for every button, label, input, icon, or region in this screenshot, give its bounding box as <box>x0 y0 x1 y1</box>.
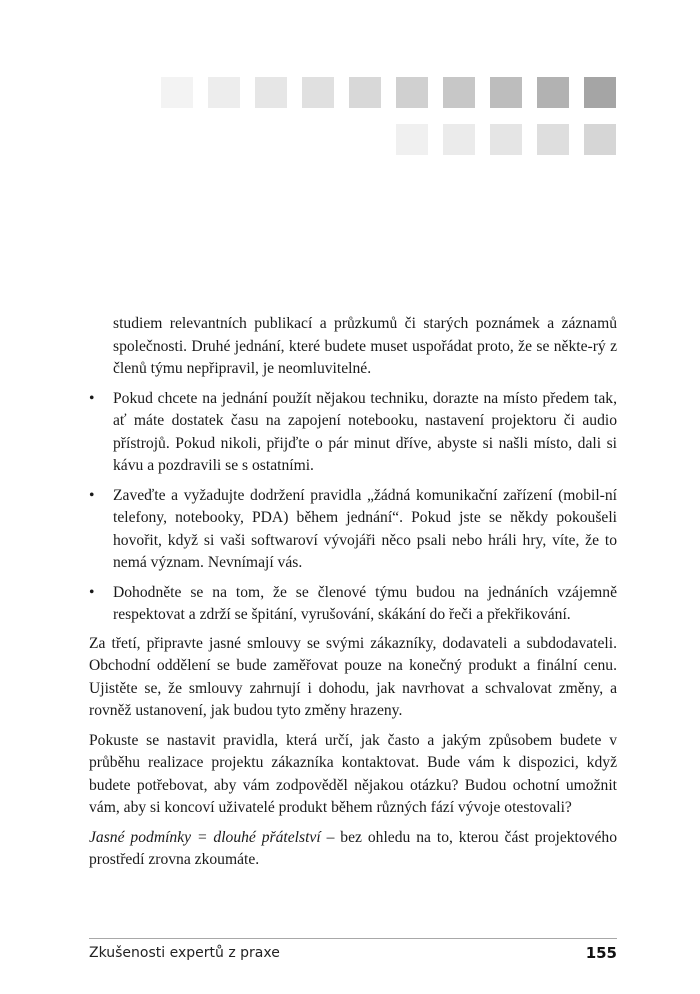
bullet-list <box>89 388 617 627</box>
bullet-icon: • <box>89 583 95 601</box>
deco-square <box>537 77 569 108</box>
deco-square <box>396 77 428 108</box>
deco-square <box>443 77 475 108</box>
footer-divider <box>89 938 617 939</box>
closing-paragraph <box>89 827 617 872</box>
deco-square <box>490 124 522 155</box>
list-item <box>89 485 617 575</box>
list-item-text: Pokud chcete na jednání použít nějakou techniku, dorazte na místo předem tak, ať máte dostatek času na zapojení notebooku, nastavení projektoru či audio přístrojů. Pokud nikoli, přijďte o pár minut dříve, abyste si našli místo, dali si kávu a pozdravili se s ostatními. <box>113 389 617 474</box>
closing-italic: Jasné podmínky = dlouhé přátelství <box>89 828 321 846</box>
deco-square <box>302 77 334 108</box>
deco-square <box>490 77 522 108</box>
list-item-text: Dohodněte se na tom, že se členové týmu budou na jednáních vzájemně respektovat a zdrží se špitání, vyrušování, skákání do řeči a překřikování. <box>113 583 617 623</box>
footer-title: Zkušenosti expertů z praxe <box>89 945 280 961</box>
deco-square <box>255 77 287 108</box>
deco-square <box>443 124 475 155</box>
list-item-text: Zaveďte a vyžadujte dodržení pravidla „žádná komunikační zařízení (mobil-ní telefony, notebooky, PDA) během jednání“. Pokud jste se někdy pokoušeli hovořit, když si vaši softwaroví vývojáři něco psali nebo hráli hry, víte, že to nemá význam. Nevnímají vás. <box>113 486 617 571</box>
deco-square <box>349 77 381 108</box>
list-item <box>89 582 617 627</box>
deco-square <box>537 124 569 155</box>
list-item <box>89 388 617 478</box>
deco-square <box>584 124 616 155</box>
decorative-squares <box>0 0 700 170</box>
body-paragraph: Pokuste se nastavit pravidla, která určí, jak často a jakým způsobem budete v průběhu realizace projektu zákazníka kontaktovat. Bude vám k dispozici, když budete potřebovat, aby vám zodpověděl nějakou otázku? Budou ochotní umožnit vám, aby si koncoví uživatelé produkt během různých fází vývoje otestovali? <box>89 731 617 816</box>
deco-square <box>584 77 616 108</box>
deco-square <box>208 77 240 108</box>
bullet-icon: • <box>89 389 95 407</box>
closing-text: – bez ohledu na to, kterou část projektového prostředí zrovna zkoumáte. <box>89 828 617 868</box>
body-paragraph: Za třetí, připravte jasné smlouvy se svými zákazníky, dodavateli a subdodavateli. Obchodní oddělení se bude zaměřovat pouze na konečný produkt a finální cenu. Ujistěte se, že smlouvy zahrnují i dohodu, jak navrhovat a schvalovat změny, a rovněž ustanovení, jak budou tyto změny hrazeny. <box>89 634 617 719</box>
deco-square <box>396 124 428 155</box>
page-number: 155 <box>585 944 617 962</box>
bullet-icon: • <box>89 486 95 504</box>
continued-paragraph: studiem relevantních publikací a průzkumů či starých poznámek a záznamů společnosti. Druhé jednání, které budete muset uspořádat proto, že se někte-rý z členů týmu nepřipravil, je neomluvitelné. <box>113 315 617 377</box>
page-body <box>89 313 617 872</box>
deco-square <box>161 77 193 108</box>
